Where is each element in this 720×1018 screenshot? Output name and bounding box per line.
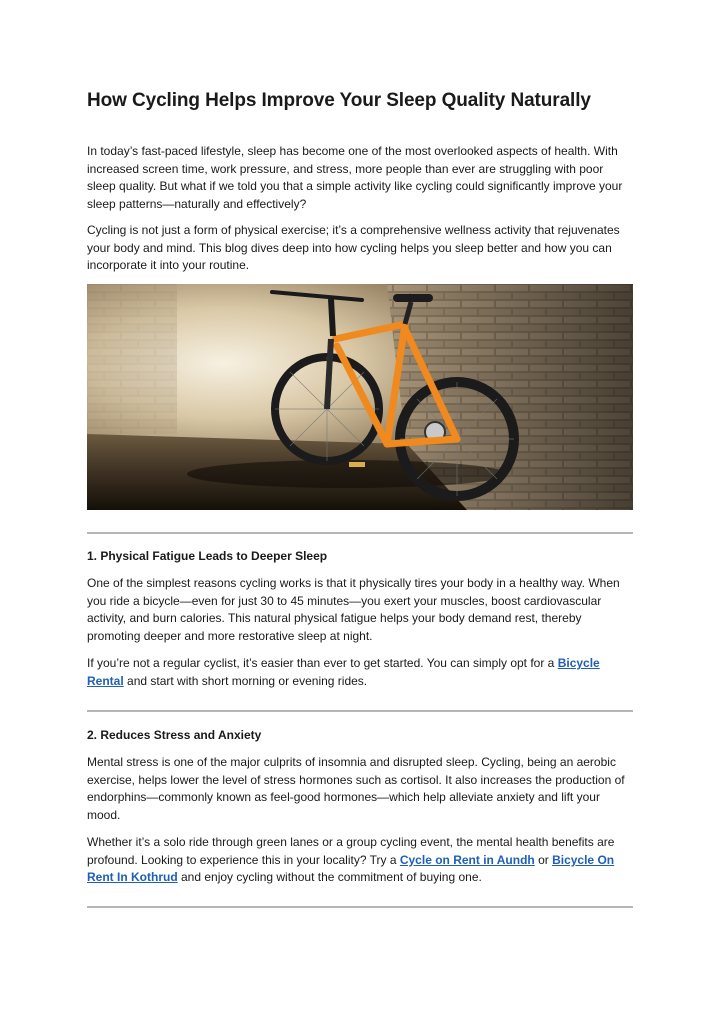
intro-text-1: In today’s fast-paced lifestyle, sleep has become one of the most overlooked aspects of health. With increased screen time, work pressure, and stress, more people than ever are struggling with poor sleep quality. But what if we told you that a simple activity like cycling could significantly improve your sleep patterns—naturally and effectively? (87, 144, 623, 211)
intro-text-2: Cycling is not just a form of physical exercise; it’s a comprehensive wellness activity that rejuvenates your body and mind. This blog dives deep into how cycling helps you sleep better and how you can incorporate it into your routine. (87, 223, 620, 273)
section-2-text-2-end: and enjoy cycling without the commitment of buying one. (177, 870, 482, 885)
section-divider-2 (87, 710, 633, 712)
section-1 (87, 547, 633, 565)
section-2 (87, 726, 633, 744)
bicycle-on-rent-in-kothrud-link[interactable]: Bicycle On Rent In Kothrud (87, 852, 615, 885)
section-2-text-2 (87, 834, 633, 887)
intro-paragraph-2 (87, 222, 633, 275)
section-2-paragraph-1 (87, 754, 633, 824)
section-1-paragraph-1 (87, 575, 633, 645)
section-1-heading: 1. Physical Fatigue Leads to Deeper Sleep (87, 549, 328, 563)
section-2-text-2-middle: or (534, 852, 553, 867)
section-2-text-1: Mental stress is one of the major culprits of insomnia and disrupted sleep. Cycling, being an aerobic exercise, helps lower the level of stress hormones such as cortisol. It also increases the production of endorphins—commonly known as feel-good hormones—which help alleviate anxiety and lift your mood. (87, 755, 625, 822)
section-1-text-2 (87, 655, 633, 690)
bicycle-against-brick-wall-image (87, 284, 633, 510)
section-1-text-1: One of the simplest reasons cycling works is that it physically tires your body in a healthy way. When you ride a bicycle—even for just 30 to 45 minutes—you exert your muscles, boost cardiovascular activity, and burn calories. This natural physical fatigue helps your body demand rest, thereby promoting deeper and more restorative sleep at night. (87, 576, 620, 643)
section-2-text-2-start: Whether it’s a solo ride through green lanes or a group cycling event, the mental health benefits are profound. Looking to experience this in your locality? Try a (87, 835, 615, 867)
section-1-text-2-end: and start with short morning or evening rides. (123, 673, 368, 688)
section-2-paragraph-2 (87, 834, 633, 887)
bicycle-photo (87, 284, 633, 510)
cycle-on-rent-in-aundh-link[interactable]: Cycle on Rent in Aundh (399, 852, 535, 867)
bicycle-rental-link[interactable]: Bicycle Rental (87, 656, 600, 688)
article-title: How Cycling Helps Improve Your Sleep Quality Naturally (87, 90, 591, 111)
section-1-paragraph-2 (87, 655, 633, 690)
section-2-heading: 2. Reduces Stress and Anxiety (87, 728, 262, 742)
section-divider-3 (87, 906, 633, 908)
intro-paragraph-1 (87, 143, 633, 213)
section-divider-1 (87, 532, 633, 534)
section-1-text-2-start: If you’re not a regular cyclist, it’s easier than ever to get started. You can simply opt for a (87, 656, 558, 670)
